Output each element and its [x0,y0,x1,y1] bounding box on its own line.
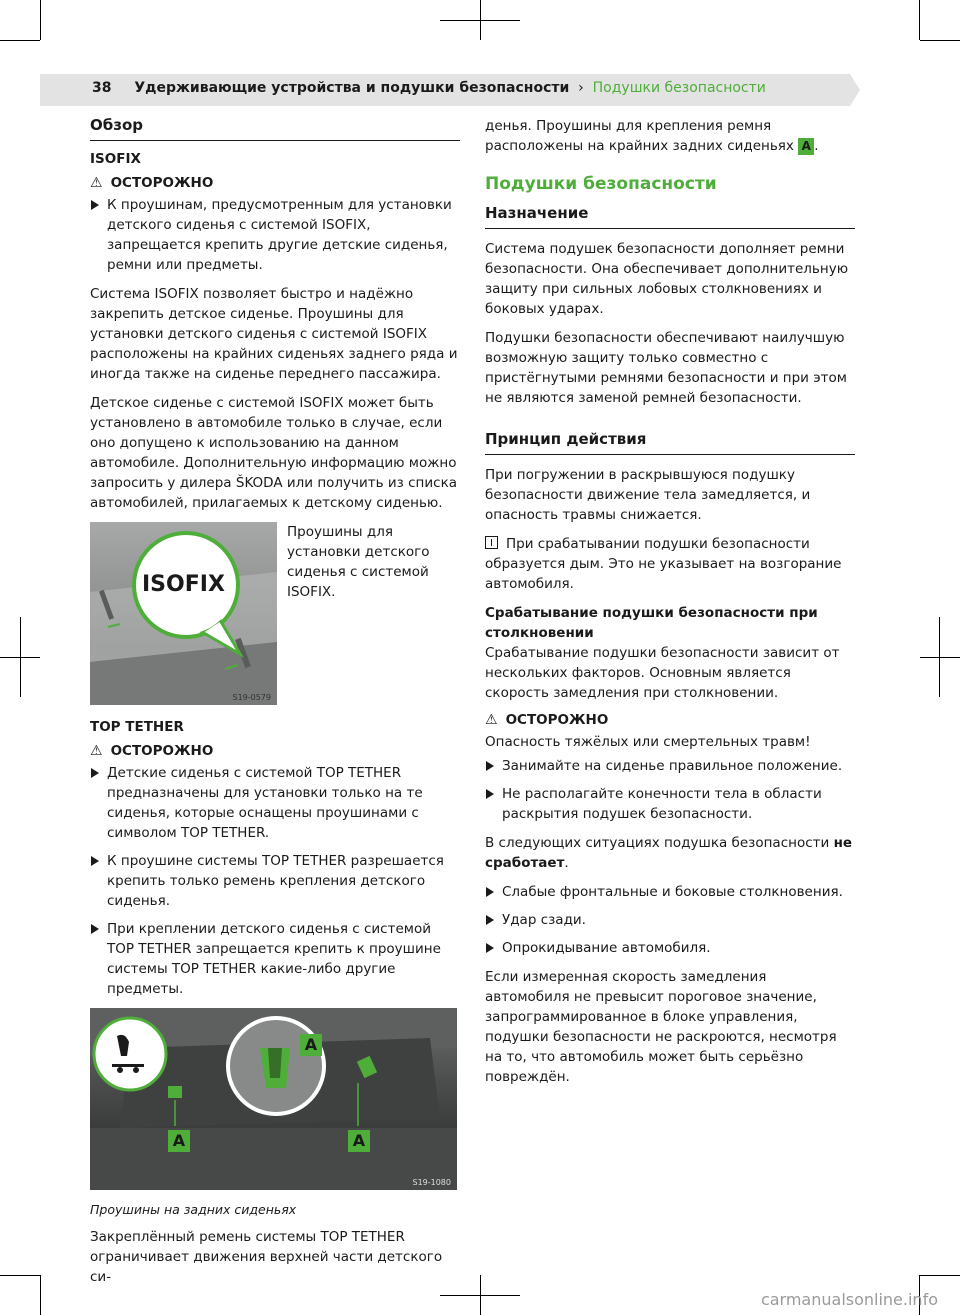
page-header [92,80,766,96]
top-tether-illustration [90,1008,457,1190]
registration-mark [920,657,960,658]
warning-text: Опасность тяжёлых или смертельных травм! [485,734,811,750]
top-tether-paragraph: Закреплённый ремень системы TOP TETHER ограничивает движения верхней части детского си- [90,1229,443,1285]
warning-triangle-icon: ⚠ [90,743,103,759]
crop-mark [40,0,41,40]
figure-caption: Проушины на задних сиденьях [90,1202,297,1217]
airbag-warning-list [485,756,855,824]
marker-a: A [348,1130,370,1152]
list-item: К проушине системы TOP TETHER разрешается крепить только ремень крепления детского сиденья. [90,851,460,911]
right-column [485,116,855,1096]
list-item: Занимайте на сиденье правильное положение. [485,756,855,776]
figure-code: S19-0579 [232,693,271,702]
crop-mark [920,1275,960,1276]
situations-bold: не сработает [485,835,853,871]
purpose-paragraph: Подушки безопасности обеспечивают наилучшую возможную защиту только совместно с пристёгнутыми ремнями безопасности и при этом не являются заменой ремней безопасности. [485,330,847,406]
continuation-paragraph [485,116,855,156]
warning-label: ОСТОРОЖНО [505,712,609,728]
isofix-figure [90,522,460,705]
crop-mark [0,1275,40,1276]
top-tether-heading: TOP TETHER [90,719,184,735]
marker-a: A [798,138,814,155]
principle-paragraph: При погружении в раскрывшуюся подушку безопасности движение тела замедляется, и опасность травмы снижается. [485,467,811,523]
isofix-paragraph: Система ISOFIX позволяет быстро и надёжно закрепить детское сиденье. Проушины для установки детского сиденья с системой ISOFIX расположены на крайних сиденьях заднего ряда и иногда также на сиденье переднего пассажира. [90,286,458,382]
isofix-figure-text: Проушины для установки детского сиденья с системой ISOFIX. [287,524,430,600]
section-title: Подушки безопасности [592,80,766,96]
warning-label: ОСТОРОЖНО [110,175,214,191]
warning-label: ОСТОРОЖНО [110,743,214,759]
notice-text: При срабатывании подушки безопасности образуется дым. Это не указывает на возгорание автомобиля. [485,536,842,592]
situations-paragraph [485,833,855,873]
registration-mark [480,0,481,40]
list-item: К проушинам, предусмотренным для установки детского сиденья с системой ISOFIX, запрещается крепить другие детские сиденья, ремни или предметы. [90,195,460,275]
collision-text: Срабатывание подушки безопасности зависит от нескольких факторов. Основным является скорость замедления при столкновении. [485,645,840,701]
registration-mark [20,617,21,697]
isofix-warning [90,175,460,191]
overview-title: Обзор [90,116,460,141]
breadcrumb-separator: › [578,80,584,96]
isofix-heading: ISOFIX [90,151,141,167]
continuation-end: . [814,138,819,154]
top-tether-warning [90,743,460,759]
purpose-paragraph: Система подушек безопасности дополняет ремни безопасности. Она обеспечивает дополнительную защиту при сильных лобовых столкновениях и боковых ударах. [485,241,849,317]
watermark: carmanualsonline.info [760,1290,938,1309]
situations-text: В следующих ситуациях подушка безопасности [485,835,830,851]
list-item: При креплении детского сиденья с системой TOP TETHER запрещается крепить к проушине системы TOP TETHER какие-либо другие предметы. [90,919,460,999]
crop-mark [920,40,960,41]
isofix-illustration [90,522,277,705]
warning-triangle-icon: ⚠ [90,175,103,191]
marker-a: A [168,1130,190,1152]
header-bar-arrow [850,74,860,106]
purpose-heading: Назначение [485,204,855,229]
list-item: Слабые фронтальные и боковые столкновения. [485,882,855,902]
situations-end: . [564,855,569,871]
crop-mark [0,40,40,41]
registration-mark [939,617,940,697]
list-item: Удар сзади. [485,910,855,930]
figure-code: S19-1080 [412,1178,451,1187]
airbag-warning [485,712,855,728]
collision-heading: Срабатывание подушки безопасности при столкновении [485,605,818,641]
list-item: Опрокидывание автомобиля. [485,938,855,958]
top-tether-photo [90,1008,457,1190]
top-tether-warning-list [90,763,460,999]
marker-a: A [300,1034,322,1056]
principle-heading: Принцип действия [485,430,855,455]
situations-list [485,882,855,958]
list-item: Детские сиденья с системой TOP TETHER предназначены для установки только на те сиденья, которые оснащены проушинами с символом TOP TETHER. [90,763,460,843]
continuation-text: денья. Проушины для крепления ремня расположены на крайних задних сиденьях [485,118,794,154]
notice-icon [485,536,498,549]
page-number: 38 [92,80,112,96]
isofix-photo [90,522,277,705]
left-column [90,116,460,1296]
list-item: Не располагайте конечности тела в области раскрытия подушек безопасности. [485,784,855,824]
isofix-paragraph: Детское сиденье с системой ISOFIX может быть установлено в автомобиле только в случае, если оно допущено к использованию на данном автомобиле. Дополнительную информацию можно запросить у дилера ŠKODA или получить из списка автомобилей, прилагаемых к детскому сиденью. [90,395,458,511]
notice-paragraph [485,534,855,594]
isofix-figure-label: ISOFIX [142,572,225,597]
registration-mark [480,1275,481,1315]
final-paragraph: Если измеренная скорость замедления автомобиля не превысит пороговое значение, запрограммированное в блоке управления, подушки безопасности не раскроются, несмотря на то, что автомобиль может быть серьёзно повреждён. [485,969,837,1085]
crop-mark [40,1275,41,1315]
isofix-warning-list [90,195,460,275]
crop-mark [919,0,920,40]
warning-triangle-icon: ⚠ [485,712,498,728]
airbags-title: Подушки безопасности [485,174,717,194]
chapter-title: Удерживающие устройства и подушки безопасности [134,80,570,96]
